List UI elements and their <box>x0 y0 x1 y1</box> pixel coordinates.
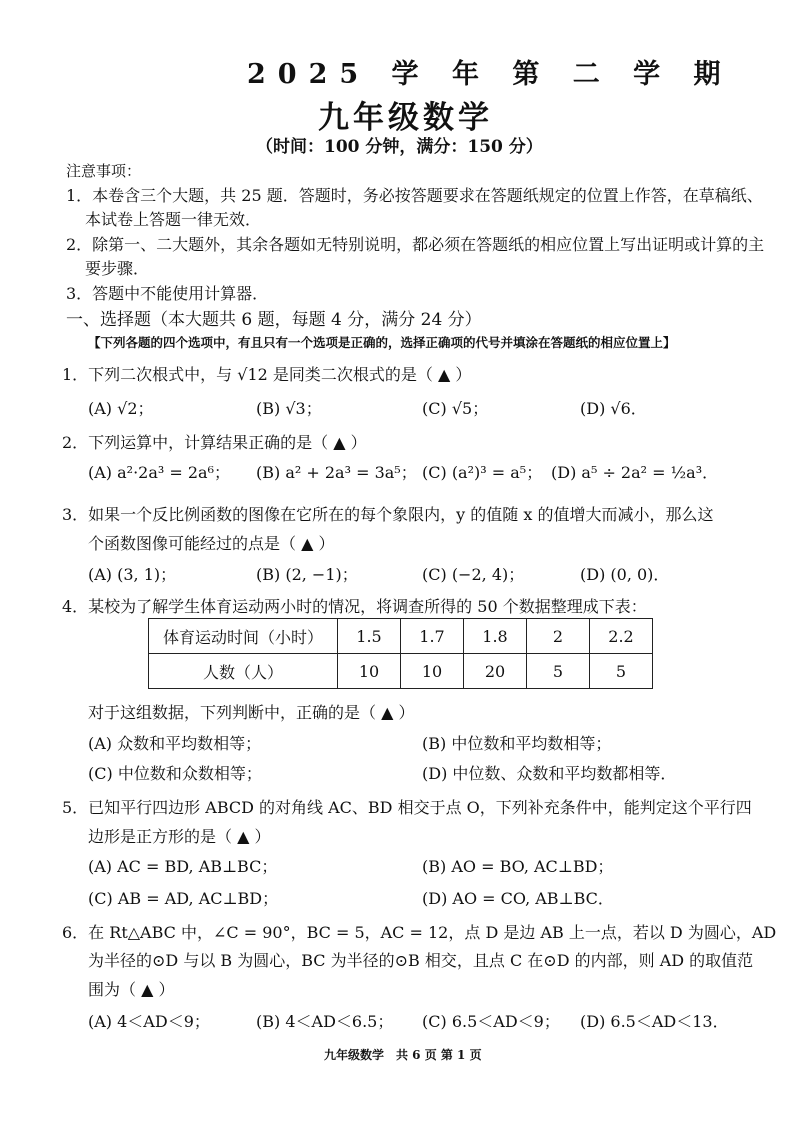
exam-time-info: （时间：100 分钟，满分：150 分） <box>256 137 543 157</box>
note-item: 1．本卷含三个大题，共 25 题．答题时，务必按答题要求在答题纸规定的位置上作答，在草稿纸、 <box>66 186 763 205</box>
question-5-stem-line2: 边形是正方形的是（ ▲ ） <box>88 827 271 846</box>
note-item: 要步骤． <box>85 259 150 278</box>
question-2-option-a: (A) a²·2a³ = 2a⁶； <box>88 463 231 482</box>
question-4-question: 对于这组数据，下列判断中，正确的是（ ▲ ） <box>88 703 415 722</box>
question-3-option-a: (A) (3, 1)； <box>88 565 177 584</box>
table-cell: 1.7 <box>401 619 464 654</box>
question-6-stem-line3: 围为（ ▲ ） <box>88 980 175 999</box>
table-cell: 2 <box>527 619 590 654</box>
question-1-option-a: (A) √2； <box>88 399 154 418</box>
table-row <box>149 654 653 689</box>
section-instruction: 【下列各题的四个选项中，有且只有一个选项是正确的，选择正确项的代号并填涂在答题纸的相应位置上】 <box>88 335 676 350</box>
question-1-option-c: (C) √5； <box>422 399 489 418</box>
question-4-option-d: (D) 中位数、众数和平均数都相等． <box>422 764 677 783</box>
section-heading: 一、选择题（本大题共 6 题，每题 4 分，满分 24 分） <box>66 310 482 330</box>
table-cell: 10 <box>401 654 464 689</box>
question-5-option-d: (D) AO = CO, AB⊥BC． <box>422 889 614 908</box>
question-2-option-c: (C) (a²)³ = a⁵； <box>422 463 543 482</box>
question-4-option-c: (C) 中位数和众数相等； <box>88 764 262 783</box>
question-6-option-d: (D) 6.5＜AD＜13． <box>580 1012 729 1031</box>
table-header-cell: 人数（人） <box>149 654 338 689</box>
question-2-stem: 2．下列运算中，计算结果正确的是（ ▲ ） <box>62 433 367 452</box>
table-row <box>149 619 653 654</box>
table-cell: 1.8 <box>464 619 527 654</box>
question-5-option-c: (C) AB = AD, AC⊥BD； <box>88 889 279 908</box>
table-cell: 20 <box>464 654 527 689</box>
question-4-option-a: (A) 众数和平均数相等； <box>88 734 262 753</box>
question-4-stem: 4．某校为了解学生体育运动两小时的情况，将调查所得的 50 个数据整理成下表： <box>62 597 647 616</box>
question-6-option-b: (B) 4＜AD＜6.5； <box>256 1012 394 1031</box>
question-1-option-d: (D) √6． <box>580 399 647 418</box>
table-header-cell: 体育运动时间（小时） <box>149 619 338 654</box>
exam-subtitle: 九年级数学 <box>318 100 493 136</box>
notes-heading: 注意事项： <box>66 162 142 180</box>
question-6-stem-line2: 为半径的⊙D 与以 B 为圆心，BC 为半径的⊙B 相交，且点 C 在⊙D 的内部，则 AD 的取值范 <box>88 951 754 970</box>
question-1-option-b: (B) √3； <box>256 399 322 418</box>
exam-title: 2025 学 年 第 二 学 期 <box>247 59 733 90</box>
question-5-stem-line1: 5．已知平行四边形 ABCD 的对角线 AC、BD 相交于点 O，下列补充条件中，能判定这个平行四 <box>62 798 752 817</box>
table-cell: 10 <box>338 654 401 689</box>
question-3-stem-line1: 3．如果一个反比例函数的图像在它所在的每个象限内，y 的值随 x 的值增大而减小，那么这 <box>62 505 714 524</box>
question-3-option-b: (B) (2, −1)； <box>256 565 358 584</box>
question-5-option-a: (A) AC = BD, AB⊥BC； <box>88 857 278 876</box>
question-3-option-d: (D) (0, 0)． <box>580 565 670 584</box>
question-4-option-b: (B) 中位数和平均数相等； <box>422 734 612 753</box>
question-3-option-c: (C) (−2, 4)； <box>422 565 525 584</box>
question-3-stem-line2: 个函数图像可能经过的点是（ ▲ ） <box>88 534 335 553</box>
table-cell: 5 <box>527 654 590 689</box>
question-6-stem-line1: 6．在 Rt△ABC 中，∠C = 90°，BC = 5，AC = 12，点 D 是边 AB 上一点，若以 D 为圆心，AD <box>62 923 777 942</box>
question-6-option-c: (C) 6.5＜AD＜9； <box>422 1012 560 1031</box>
note-item: 本试卷上答题一律无效． <box>85 210 262 229</box>
table-cell: 5 <box>590 654 653 689</box>
data-table <box>148 618 653 689</box>
question-1-stem: 1．下列二次根式中，与 √12 是同类二次根式的是（ ▲ ） <box>62 365 472 384</box>
note-item: 3．答题中不能使用计算器． <box>66 284 269 303</box>
note-item: 2．除第一、二大题外，其余各题如无特别说明，都必须在答题纸的相应位置上写出证明或计算的主 <box>66 235 765 254</box>
question-6-option-a: (A) 4＜AD＜9； <box>88 1012 210 1031</box>
page-footer: 九年级数学 共 6 页 第 1 页 <box>324 1048 482 1062</box>
table-cell: 1.5 <box>338 619 401 654</box>
question-2-option-d: (D) a⁵ ÷ 2a² = ½a³． <box>551 463 719 482</box>
table-cell: 2.2 <box>590 619 653 654</box>
question-2-option-b: (B) a² + 2a³ = 3a⁵； <box>256 463 417 482</box>
question-5-option-b: (B) AO = BO, AC⊥BD； <box>422 857 614 876</box>
